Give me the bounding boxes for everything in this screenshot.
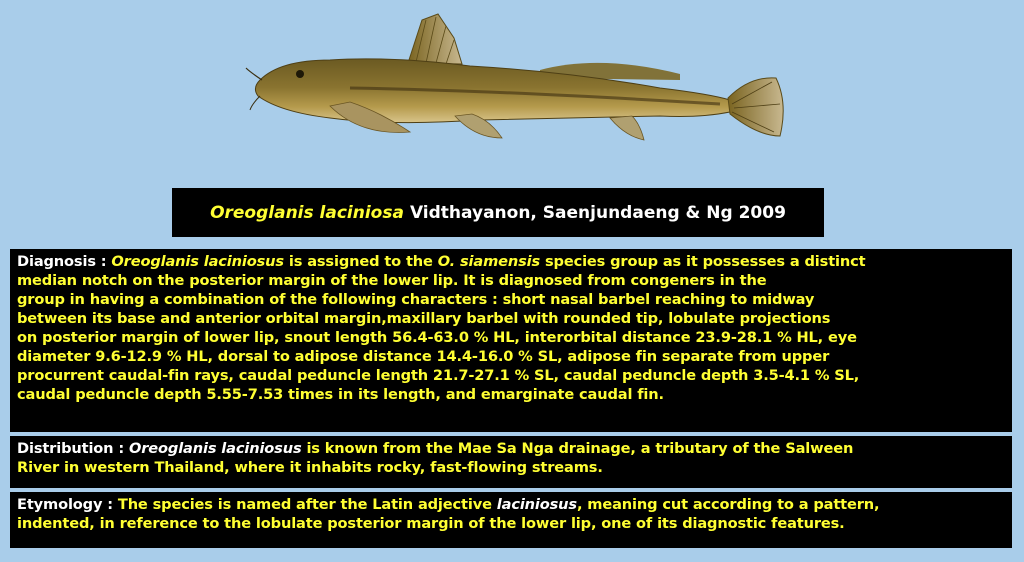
etymology-word: laciniosus xyxy=(496,496,577,513)
distribution-species: Oreoglanis laciniosus xyxy=(128,440,302,457)
distribution-line-2: River in western Thailand, where it inhabits rocky, fast-flowing streams. xyxy=(17,459,603,476)
distribution-text: is known from the Mae Sa Nga drainage, a tributary of the Salween xyxy=(306,440,854,457)
distribution-line-1 xyxy=(17,439,1004,458)
diagnosis-line: group in having a combination of the following characters : short nasal barbel reaching to midway xyxy=(17,291,815,308)
distribution-label: Distribution : xyxy=(17,440,125,457)
diagnosis-panel xyxy=(10,249,1012,432)
diagnosis-line: diameter 9.6-12.9 % HL, dorsal to adipose distance 14.4-16.0 % SL, adipose fin separate from upper xyxy=(17,348,830,365)
fish-photo xyxy=(240,8,800,178)
etymology-text: The species is named after the Latin adjective xyxy=(117,496,492,513)
title-species-name: Oreoglanis laciniosa xyxy=(210,202,404,223)
title-authors: Vidthayanon, Saenjundaeng & Ng 2009 xyxy=(409,202,786,223)
etymology-panel xyxy=(10,492,1012,548)
etymology-text: , meaning cut according to a pattern, xyxy=(576,496,880,513)
diagnosis-text: is assigned to the xyxy=(288,253,433,270)
etymology-line-2: indented, in reference to the lobulate posterior margin of the lower lip, one of its diagnostic features. xyxy=(17,515,845,532)
diagnosis-species: Oreoglanis laciniosus xyxy=(111,253,284,270)
diagnosis-line-1 xyxy=(17,252,1004,271)
species-title xyxy=(172,188,824,237)
diagnosis-line: procurrent caudal-fin rays, caudal peduncle length 21.7-27.1 % SL, caudal peduncle depth 3.5-4.1 % SL, xyxy=(17,367,860,384)
diagnosis-line: caudal peduncle depth 5.55-7.53 times in its length, and emarginate caudal fin. xyxy=(17,386,664,403)
diagnosis-group: O. siamensis xyxy=(437,253,541,270)
diagnosis-label: Diagnosis : xyxy=(17,253,107,270)
diagnosis-line: on posterior margin of lower lip, snout length 56.4-63.0 % HL, interorbital distance 23.9-28.1 % HL, eye xyxy=(17,329,857,346)
diagnosis-line: median notch on the posterior margin of the lower lip. It is diagnosed from congeners in the xyxy=(17,272,767,289)
etymology-label: Etymology : xyxy=(17,496,113,513)
etymology-line-1 xyxy=(17,495,1004,514)
diagnosis-text: species group as it possesses a distinct xyxy=(544,253,866,270)
distribution-panel xyxy=(10,436,1012,488)
caudal-fin xyxy=(728,78,783,136)
diagnosis-line: between its base and anterior orbital margin,maxillary barbel with rounded tip, lobulate projections xyxy=(17,310,831,327)
